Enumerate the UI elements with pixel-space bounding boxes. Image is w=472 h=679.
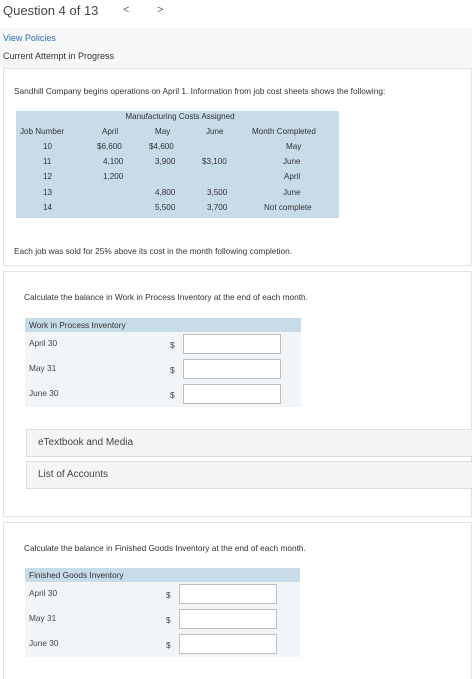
row-label: April 30 [29, 588, 58, 598]
job-number: 10 [43, 142, 53, 151]
june-cost: 3,500 [207, 187, 228, 197]
fg-june-input[interactable] [179, 634, 277, 654]
table-row [16, 201, 339, 216]
dollar-sign: $ [170, 390, 175, 400]
previous-question-icon[interactable]: < [123, 4, 130, 16]
manufacturing-costs-header: Manufacturing Costs Assigned [125, 112, 235, 121]
col-april: April [102, 127, 119, 136]
wip-table-title: Work in Process Inventory [29, 320, 126, 330]
list-of-accounts-button[interactable] [26, 461, 472, 489]
fg-april-input[interactable] [179, 584, 277, 604]
may-cost: 4,800 [155, 187, 176, 197]
wip-row-april [25, 332, 301, 357]
dollar-sign: $ [166, 640, 171, 650]
wip-april-input[interactable] [183, 334, 281, 354]
col-month-completed: Month Completed [252, 127, 316, 136]
fg-table-header [25, 568, 300, 582]
april-cost: $6,600 [97, 142, 122, 151]
april-cost: 1,200 [103, 172, 124, 182]
row-label: June 30 [29, 638, 59, 648]
col-may: May [155, 127, 171, 136]
month-completed: May [286, 142, 302, 151]
fg-row-april [25, 582, 300, 607]
fg-row-june [25, 632, 300, 657]
wip-june-input[interactable] [183, 384, 281, 404]
dollar-sign: $ [166, 590, 171, 600]
may-cost: $4,600 [149, 142, 174, 151]
job-number: 12 [43, 172, 53, 182]
june-cost: 3,700 [207, 202, 228, 212]
job-cost-table [16, 111, 339, 218]
etextbook-label: eTextbook and Media [38, 437, 134, 448]
month-completed: Not complete [264, 202, 312, 212]
dollar-sign: $ [170, 365, 175, 375]
row-label: June 30 [29, 388, 59, 398]
attempt-status: Current Attempt in Progress [3, 51, 115, 61]
fg-table-title: Finished Goods Inventory [29, 570, 124, 580]
month-completed: April [284, 172, 301, 182]
wip-instruction: Calculate the balance in Work in Process Inventory at the end of each month. [24, 292, 308, 302]
fg-may-input[interactable] [179, 609, 277, 629]
job-number: 13 [43, 187, 53, 197]
row-label: April 30 [29, 338, 58, 348]
job-rows [16, 140, 339, 216]
question-counter: Question 4 of 13 [3, 3, 99, 18]
month-completed: June [283, 157, 301, 167]
fg-inventory-table [25, 568, 300, 657]
list-of-accounts-label: List of Accounts [38, 469, 109, 480]
question-header [0, 0, 472, 28]
next-question-icon[interactable]: > [157, 4, 164, 16]
table-row [16, 155, 339, 170]
june-cost: $3,100 [202, 157, 227, 167]
problem-intro: Sandhill Company begins operations on April 1. Information from job cost sheets shows the following: [14, 86, 386, 96]
job-number: 11 [43, 157, 52, 167]
table-row [16, 186, 339, 201]
wip-inventory-table [25, 318, 301, 407]
table-row [16, 170, 339, 185]
etextbook-media-button[interactable] [26, 429, 472, 457]
col-job-number: Job Number [20, 127, 65, 136]
work-in-process-card [3, 271, 472, 517]
may-cost: 5,500 [155, 202, 176, 212]
fg-row-may [25, 607, 300, 632]
row-label: May 31 [29, 613, 57, 623]
may-cost: 3,900 [155, 157, 176, 167]
row-label: May 31 [29, 363, 57, 373]
wip-row-may [25, 357, 301, 382]
table-row [16, 140, 339, 155]
wip-table-header [25, 318, 301, 332]
dollar-sign: $ [166, 615, 171, 625]
view-policies-link[interactable]: View Policies [3, 33, 56, 43]
policies-area [0, 28, 472, 68]
wip-row-june [25, 382, 301, 407]
month-completed: June [283, 187, 301, 197]
col-june: June [206, 127, 224, 136]
problem-card [3, 68, 472, 266]
wip-may-input[interactable] [183, 359, 281, 379]
dollar-sign: $ [170, 340, 175, 350]
april-cost: 4,100 [103, 157, 124, 167]
sale-markup-note: Each job was sold for 25% above its cost in the month following completion. [14, 246, 293, 256]
fg-instruction: Calculate the balance in Finished Goods Inventory at the end of each month. [24, 543, 306, 553]
job-number: 14 [43, 202, 53, 212]
finished-goods-card [3, 522, 472, 679]
